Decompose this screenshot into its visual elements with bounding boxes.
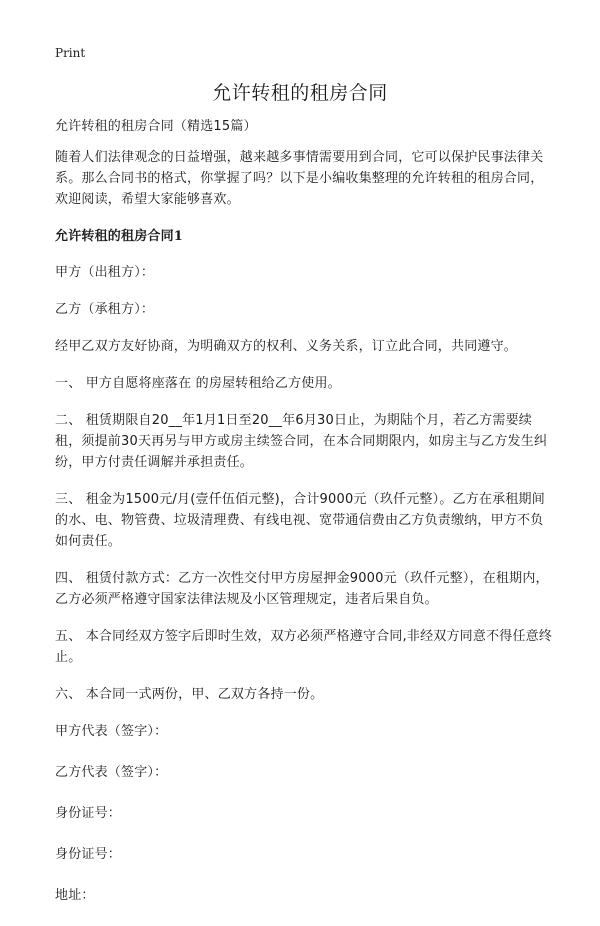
print-link[interactable]: Print (55, 46, 86, 60)
section-heading: 允许转租的租房合同1 (55, 229, 184, 244)
clause-3: 三、 租金为1500元/月(壹仟伍佰元整)，合计9000元（玖仟元整）。乙方在承租期间的水、电、物管费、垃圾清理费、有线电视、宽带通信费由乙方负责缴纳，甲方不负如何责任。 (55, 492, 545, 549)
clause-2: 二、 租赁期限自20__年1月1日至20__年6月30日止，为期陆个月，若乙方需要续租，须提前30天再另与甲方或房主续签合同，在本合同期限内，如房主与乙方发生纠纷，甲方付责任调解并承担责任。 (55, 413, 548, 470)
clause-5: 五、 本合同经双方签字后即时生效，双方必须严格遵守合同,非经双方同意不得任意终止。 (55, 629, 553, 665)
clause-6: 六、 本合同一式两份，甲、乙双方各持一份。 (55, 687, 324, 702)
document-body (55, 116, 555, 926)
document-subtitle: 允许转租的租房合同（精选15篇） (55, 119, 257, 134)
id-number-b: 身份证号： (55, 847, 122, 862)
clause-4: 四、 租赁付款方式：乙方一次性交付甲方房屋押金9000元（玖仟元整），在租期内，乙方必须严格遵守国家法律法规及小区管理规定，违者后果自负。 (55, 571, 549, 607)
party-b-line: 乙方（承租方）： (55, 302, 155, 317)
intro-paragraph: 随着人们法律观念的日益增强，越来越多事情需要用到合同，它可以保护民事法律关系。那么合同书的格式，你掌握了吗？以下是小编收集整理的允许转租的租房合同，欢迎阅读，希望大家能够喜欢。 (55, 150, 544, 207)
clause-1: 一、 甲方自愿将座落在 的房屋转租给乙方使用。 (55, 376, 341, 391)
id-number-a: 身份证号： (55, 806, 122, 821)
party-a-line: 甲方（出租方）： (55, 265, 155, 280)
preamble-paragraph: 经甲乙双方友好协商，为明确双方的权利、义务关系，订立此合同，共同遵守。 (55, 339, 518, 354)
party-a-representative: 甲方代表（签字）： (55, 724, 168, 739)
party-b-representative: 乙方代表（签字）： (55, 765, 168, 780)
address-line: 地址： (55, 888, 95, 903)
page-title: 允许转租的租房合同 (212, 82, 388, 104)
